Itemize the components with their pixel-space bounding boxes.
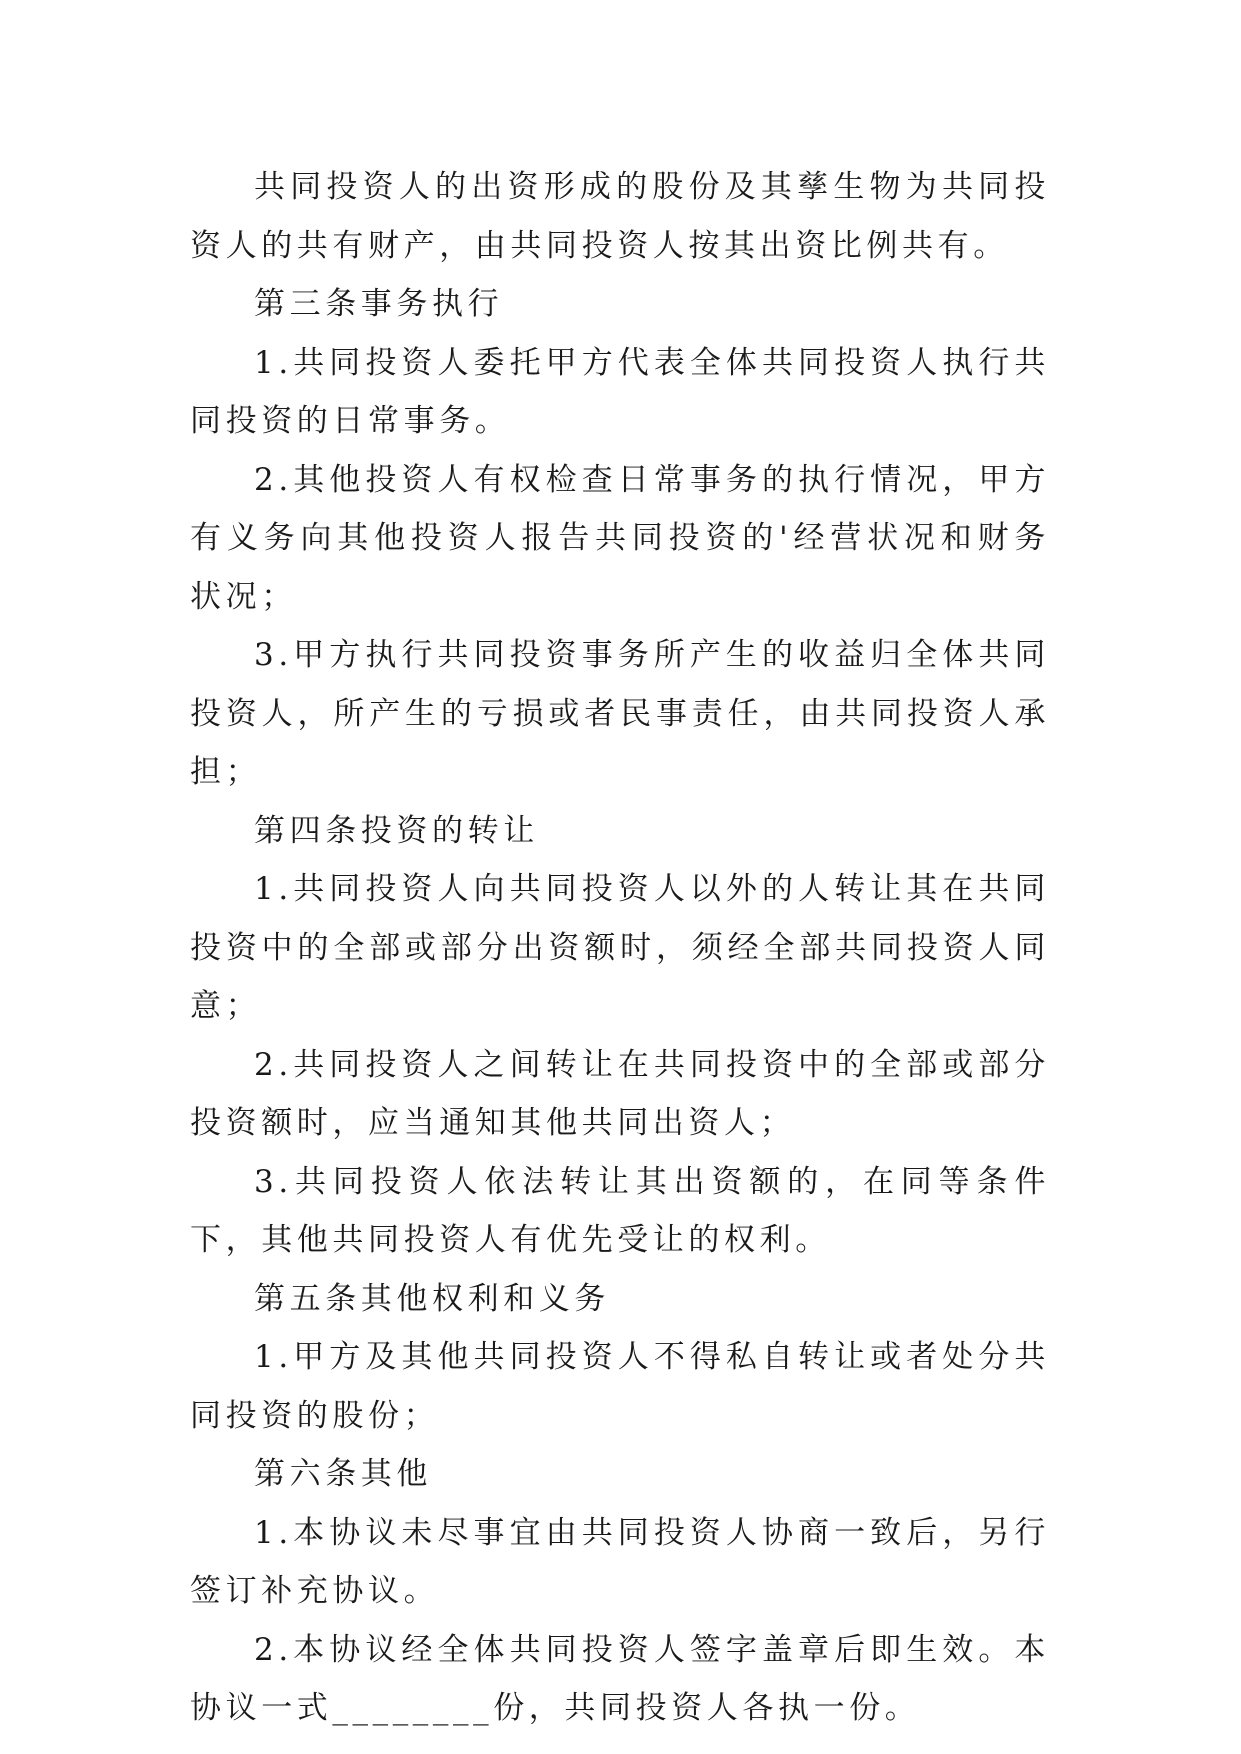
clause-4-2: 2.共同投资人之间转让在共同投资中的全部或部分投资额时，应当通知其他共同出资人； <box>190 1046 1050 1141</box>
heading-article-5-other-rights: 第五条其他权利和义务 <box>254 1280 610 1317</box>
heading-article-6-other: 第六条其他 <box>254 1456 432 1492</box>
clause-4-1: 1.共同投资人向共同投资人以外的人转让其在共同投资中的全部或部分出资额时，须经全部共同投资人同意； <box>190 871 1050 1024</box>
clause-3-2: 2.其他投资人有权检查日常事务的执行情况，甲方有义务向其他投资人报告共同投资的'经营状况和财务状况； <box>190 461 1050 615</box>
heading-article-3-affairs-execution: 第三条事务执行 <box>254 286 504 322</box>
clause-3-3: 3.甲方执行共同投资事务所产生的收益归全体共同投资人，所产生的亏损或者民事责任，由共同投资人承担； <box>190 637 1050 790</box>
clause-6-1: 1.本协议未尽事宜由共同投资人协商一致后，另行签订补充协议。 <box>190 1514 1050 1609</box>
clause-4-3: 3.共同投资人依法转让其出资额的，在同等条件下，其他共同投资人有优先受让的权利。 <box>190 1163 1050 1258</box>
clause-3-1: 1.共同投资人委托甲方代表全体共同投资人执行共同投资的日常事务。 <box>190 344 1050 439</box>
document-page <box>190 158 1050 1738</box>
heading-article-4-investment-transfer: 第四条投资的转让 <box>254 812 539 849</box>
clause-5-1: 1.甲方及其他共同投资人不得私自转让或者处分共同投资的股份； <box>190 1339 1050 1434</box>
clause-6-2: 2.本协议经全体共同投资人签字盖章后即生效。本协议一式________份，共同投资人各执一份。 <box>190 1631 1050 1726</box>
paragraph-co-ownership: 共同投资人的出资形成的股份及其孳生物为共同投资人的共有财产，由共同投资人按其出资比例共有。 <box>190 169 1050 264</box>
